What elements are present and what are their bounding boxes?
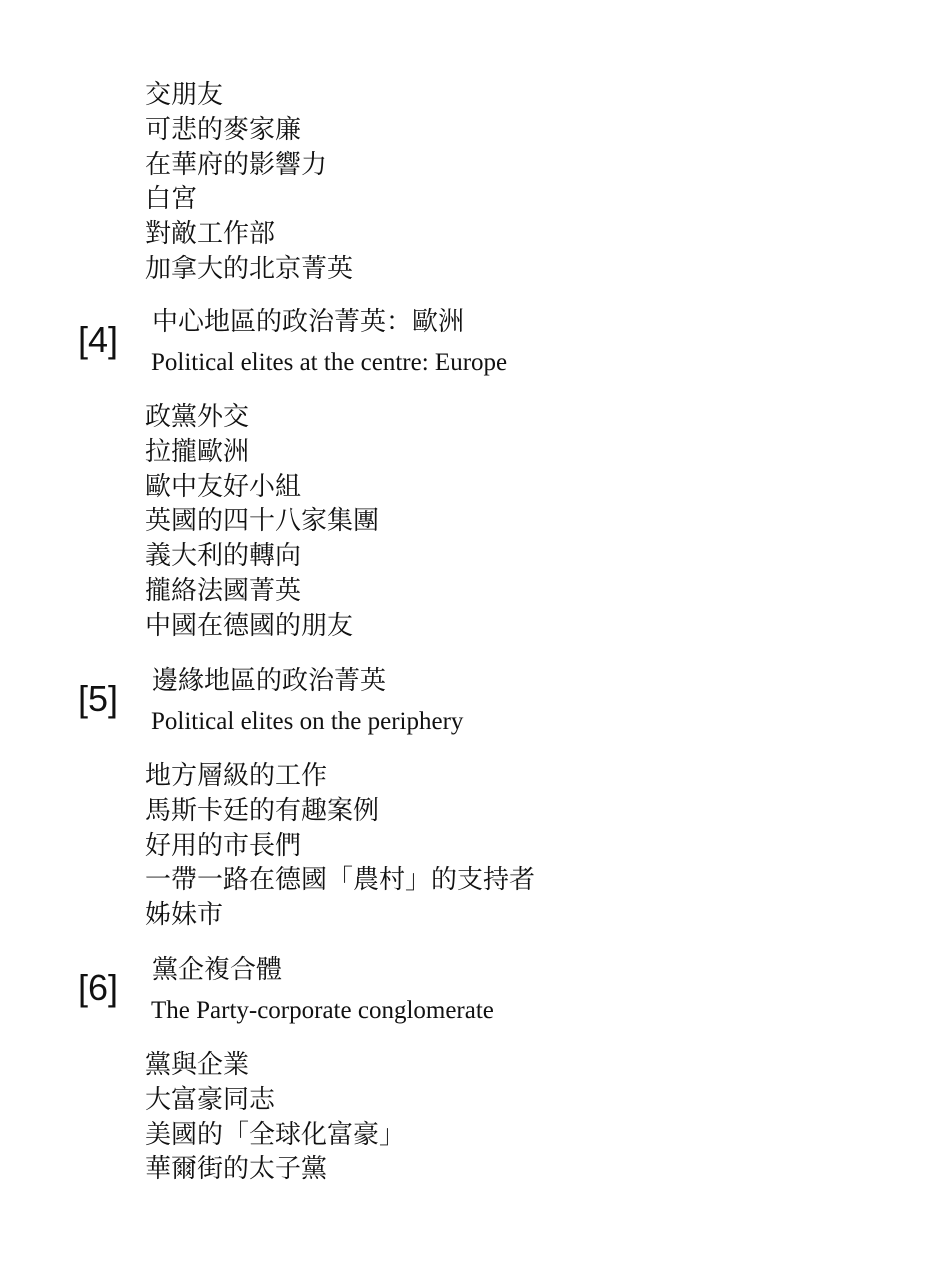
list-item: 加拿大的北京菁英 [145, 253, 354, 284]
list-item: 英國的四十八家集團 [145, 506, 380, 537]
list-item: 交朋友 [145, 80, 224, 110]
chapter-5-heading [78, 665, 778, 755]
chapter-5-item-list [145, 759, 535, 933]
list-item: 攏絡法國菁英 [145, 575, 302, 606]
intro-item-list [145, 78, 353, 287]
chapter-4-item-list [145, 400, 379, 644]
chapter-number: [5] [78, 678, 119, 719]
chapter-4-heading [78, 306, 778, 396]
list-item: 好用的市長們 [145, 830, 302, 861]
chapter-title-en: Political elites at the centre: Europe [151, 349, 508, 376]
list-item: 可悲的麥家廉 [145, 114, 302, 145]
list-item: 馬斯卡廷的有趣案例 [145, 795, 380, 826]
list-item: 華爾街的太子黨 [145, 1154, 328, 1185]
list-item: 姊妹市 [145, 900, 224, 931]
list-item: 中國在德國的朋友 [145, 610, 354, 641]
chapter-6-heading [78, 954, 778, 1044]
chapter-title-zh: 中心地區的政治菁英：歐洲 [152, 307, 465, 337]
list-item: 政黨外交 [145, 402, 250, 432]
list-item: 歐中友好小組 [145, 471, 302, 502]
list-item: 義大利的轉向 [145, 541, 302, 572]
chapter-number: [4] [78, 319, 119, 360]
list-item: 白宮 [145, 184, 198, 215]
chapter-title-zh: 黨企複合體 [152, 955, 283, 985]
chapter-title-en: The Party-corporate conglomerate [151, 997, 494, 1024]
list-item: 美國的「全球化富豪」 [145, 1119, 406, 1150]
list-item: 對敵工作部 [145, 219, 276, 250]
list-item: 在華府的影響力 [145, 149, 328, 180]
chapter-title-en: Political elites on the periphery [151, 708, 464, 735]
chapter-number: [6] [78, 967, 119, 1008]
list-item: 地方層級的工作 [145, 761, 328, 791]
list-item: 黨與企業 [145, 1050, 250, 1080]
list-item: 一帶一路在德國「農村」的支持者 [145, 865, 536, 896]
chapter-6-item-list [145, 1048, 405, 1187]
list-item: 拉攏歐洲 [145, 436, 250, 467]
list-item: 大富豪同志 [145, 1084, 276, 1115]
chapter-title-zh: 邊緣地區的政治菁英 [152, 666, 387, 696]
